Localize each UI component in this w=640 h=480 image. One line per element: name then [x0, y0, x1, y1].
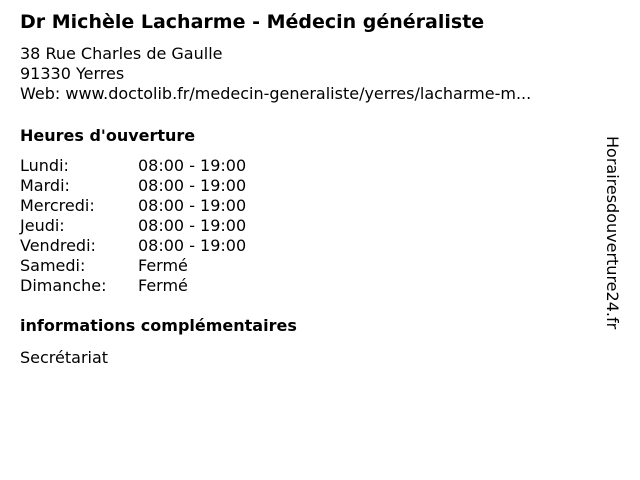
address-web: Web: www.doctolib.fr/medecin-generaliste/yerres/lacharme-m... [20, 84, 532, 103]
hours-row-monday [20, 156, 600, 176]
hours-time: 08:00 - 19:00 [138, 196, 247, 215]
hours-time: 08:00 - 19:00 [138, 216, 247, 235]
hours-row-sunday [20, 276, 600, 296]
hours-row-thursday [20, 216, 600, 236]
hours-row-tuesday [20, 176, 600, 196]
hours-table [20, 156, 600, 296]
hours-day: Dimanche: [20, 276, 107, 295]
info-heading: informations complémentaires [20, 316, 297, 335]
watermark: Horairesdouverture24.fr [603, 136, 622, 330]
hours-day: Lundi: [20, 156, 69, 175]
business-card [20, 10, 600, 368]
page-title: Dr Michèle Lacharme - Médecin généraliste [20, 11, 485, 33]
hours-heading: Heures d'ouverture [20, 126, 196, 145]
hours-day: Vendredi: [20, 236, 96, 255]
hours-day: Mercredi: [20, 196, 95, 215]
hours-day: Mardi: [20, 176, 70, 195]
hours-time: Fermé [138, 276, 188, 295]
address-block [20, 44, 600, 104]
hours-time: 08:00 - 19:00 [138, 156, 247, 175]
hours-day: Samedi: [20, 256, 86, 275]
hours-time: Fermé [138, 256, 188, 275]
info-text: Secrétariat [20, 348, 109, 367]
hours-time: 08:00 - 19:00 [138, 176, 247, 195]
address-city: 91330 Yerres [20, 64, 125, 83]
hours-row-wednesday [20, 196, 600, 216]
hours-time: 08:00 - 19:00 [138, 236, 247, 255]
hours-row-friday [20, 236, 600, 256]
address-street: 38 Rue Charles de Gaulle [20, 44, 223, 63]
hours-row-saturday [20, 256, 600, 276]
hours-day: Jeudi: [20, 216, 65, 235]
